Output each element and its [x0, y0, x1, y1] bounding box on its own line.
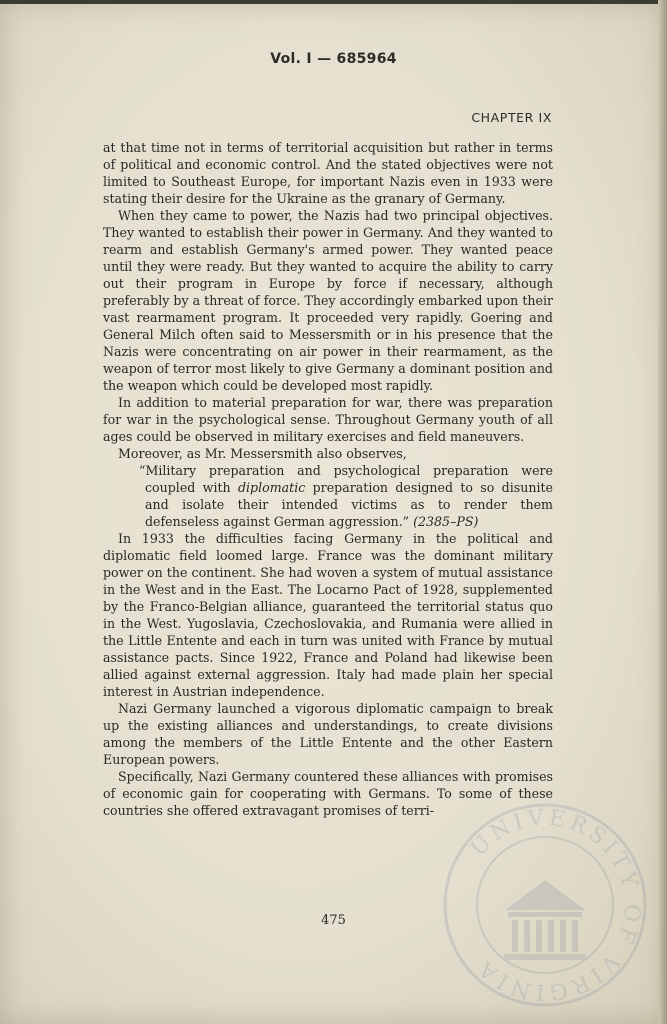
block-quote	[139, 462, 553, 530]
paragraph: In 1933 the difficulties facing Germany in the political and diplomatic field loomed large. France was the dominant military power on the continent. She had woven a system of mutual assistance in the West and in the East. The Locarno Pact of 1928, supplemented by the Franco-Belgian alliance, guaranteed the territorial status quo in the West. Yugoslavia, Czechoslovakia, and Rumania were allied in the Little Entente and each in turn was united with France by mutual assistance pacts. Since 1922, France and Poland had likewise been allied against external aggression. Italy had made plain her special interest in Austrian independence.	[103, 531, 553, 699]
paragraph: When they came to power, the Nazis had two principal objectives. They wanted to establish their power in Germany. And they wanted to rearm and establish Germany's armed power. They wanted peace until they were ready. But they wanted to acquire the ability to carry out their program in Europe by force if necessary, although preferably by a threat of force. They accordingly embarked upon their vast rearmament program. It proceeded very rapidly. Goering and General Milch often said to Messersmith or in his presence that the Nazis were concentrating on air power in their rearmament, as the weapon of terror most likely to give Germany a dominant position and the weapon which could be developed most rapidly.	[103, 208, 553, 393]
rotunda-icon	[504, 880, 586, 960]
paragraph: at that time not in terms of territorial acquisition but rather in terms of political and economic control. And the stated objectives were not limited to Southeast Europe, for important Nazis even in 1933 were stating their desire for the Ukraine as the granary of Germany.	[103, 140, 553, 206]
page-number: 475	[321, 913, 346, 928]
quote-citation: (2385–PS)	[413, 514, 479, 529]
watermark-text: UNIVERSITY OF VIRGINIA	[466, 805, 645, 1005]
quote-text-end: preparation designed to so disunite and isolate their intended victims as to render them defenseless against German aggression.”	[145, 480, 553, 529]
volume-header: Vol. I — 685964	[270, 51, 397, 67]
paragraph: In addition to material preparation for war, there was preparation for war in the psychological sense. Throughout Germany youth of all ages could be observed in military exercises and field maneuvers.	[103, 395, 553, 444]
body-text	[103, 139, 553, 819]
quote-text-start: “Military preparation and psychological preparation were coupled with	[139, 463, 553, 495]
chapter-heading: CHAPTER IX	[471, 110, 552, 125]
paragraph: Moreover, as Mr. Messersmith also observes,	[118, 446, 407, 461]
paragraph: Nazi Germany launched a vigorous diplomatic campaign to break up the existing alliances and understandings, to create divisions among the members of the Little Entente and the other Eastern European powers.	[103, 701, 553, 767]
university-seal-watermark	[440, 800, 650, 1010]
quote-emphasis: diplomatic	[237, 480, 306, 495]
page-edge-shadow	[658, 0, 667, 1024]
paragraph: Specifically, Nazi Germany countered these alliances with promises of economic gain for cooperating with Germans. To some of these countries she offered extravagant promises of terri-	[103, 769, 553, 818]
